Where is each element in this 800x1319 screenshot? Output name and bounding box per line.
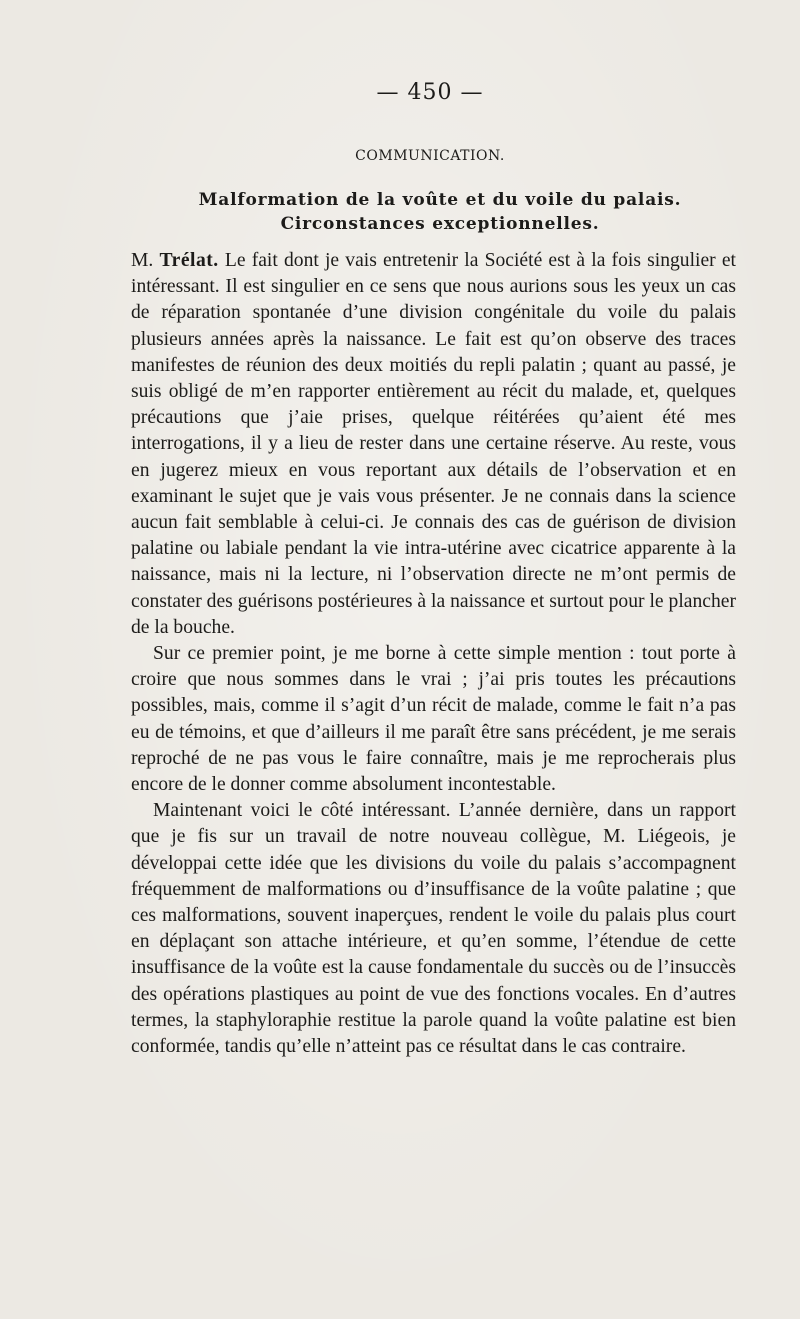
paragraph-2: Sur ce premier point, je me borne à cette simple mention : tout porte à croire que nous sommes dans le vrai ; j’ai pris toutes les précautions possibles, mais, comme il s’agit d’un récit de malade, comme le fait n’a pas eu de témoins, et que d’ailleurs il me paraît être sans précédent, je me serais reproché de ne pas vous le faire connaître, mais je me reprocherais plus encore de le donner comme absolument incontestable. bbox=[131, 643, 736, 796]
speaker-prefix: M. bbox=[131, 250, 154, 271]
paragraph-3: Maintenant voici le côté intéressant. L’année dernière, dans un rapport que je fis sur un travail de notre nouveau collègue, M. Liégeois, je développai cette idée que les divisions du voile du palais s’accompagnent fréquemment de malformations ou d’insuffisance de la voûte palatine ; que ces malformations, souvent inaperçues, rendent le voile du palais plus court en déplaçant son attache intérieure, et qu’en somme, l’étendue de cette insuffisance de la voûte est la cause fondamentale du succès ou de l’insuccès des opérations plastiques au point de vue des fonctions vocales. En d’autres termes, la staphyloraphie restitue la parole quand la voûte palatine est bien conformée, tandis qu’elle n’atteint pas ce résultat dans le cas contraire. bbox=[131, 800, 736, 1058]
page-number: — 450 — bbox=[376, 80, 484, 105]
speaker-name: Trélat. bbox=[159, 250, 219, 271]
title-line-1: Malformation de la voûte et du voile du palais. bbox=[198, 190, 682, 210]
article-title bbox=[140, 188, 740, 236]
body-text bbox=[131, 248, 736, 1060]
paragraph-1-text: Le fait dont je vais entretenir la Société est à la fois singulier et intéressant. Il est singulier en ce sens que nous aurions sous les yeux un cas de réparation spontanée d’une division congénitale du voile du palais plusieurs années après la naissance. Le fait est qu’on observe des traces manifestes de réunion des deux moitiés du repli palatin ; quant au passé, je suis obligé de m’en rapporter entièrement au récit du malade, et, quelques précautions que j’aie prises, quelque réitérées qu’aient été mes interrogations, il y a lieu de rester dans une certaine réserve. Au reste, vous en jugerez mieux en vous reportant aux détails de l’observation et en examinant le sujet que je vais vous présenter. Je ne connais dans la science aucun fait semblable à celui-ci. Je connais des cas de guérison de division palatine ou labiale pendant la vie intra-utérine avec cicatrice apparente à la naissance, mais ni la lecture, ni l’observation directe ne m’ont permis de constater des guérisons postérieures à la naissance et surtout pour le plancher de la bouche. bbox=[131, 250, 737, 638]
paragraph-1 bbox=[131, 248, 736, 641]
section-label: COMMUNICATION. bbox=[355, 148, 505, 164]
title-line-2: Circonstances exceptionnelles. bbox=[280, 214, 600, 234]
